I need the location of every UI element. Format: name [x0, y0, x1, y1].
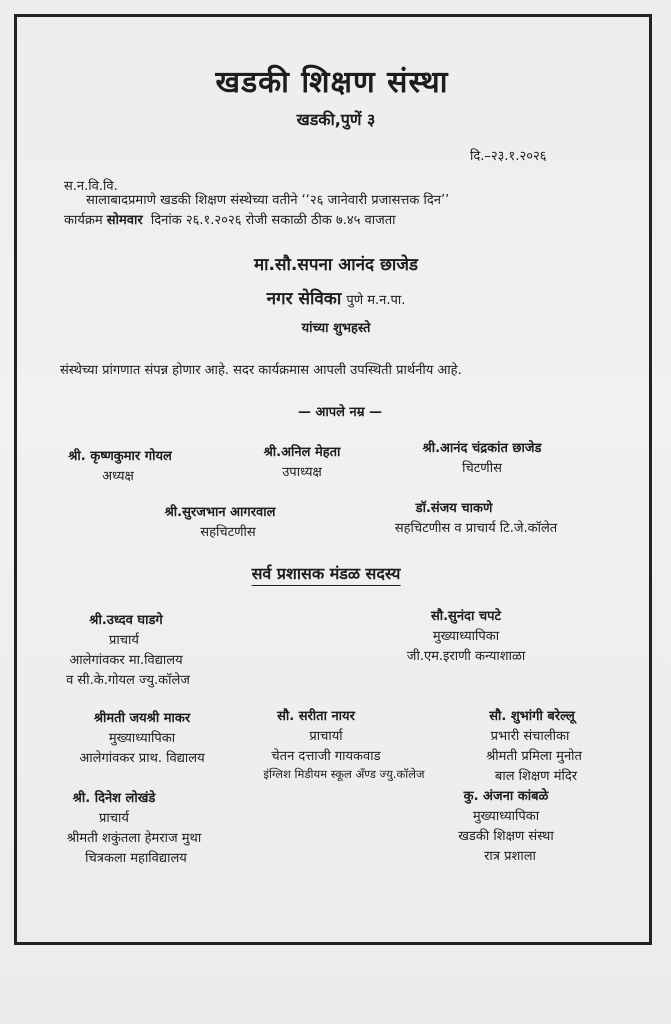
- member-4-line-2: चेतन दत्ताजी गायकवाड: [271, 749, 381, 764]
- bearer-1-name: श्री. कृष्णकुमार गोयल: [68, 449, 172, 464]
- member-4-line-3: इंग्लिश मिडीयम स्कूल अँण्ड ज्यु.कॉलेज: [263, 767, 425, 781]
- greeting: स.न.वि.वि.: [64, 179, 118, 194]
- bearer-4-role: सहचिटणीस: [200, 525, 256, 540]
- board-heading: [252, 562, 401, 584]
- member-6-name: श्री. दिनेश लोखंडे: [72, 791, 156, 806]
- member-3-line-2: आलेगांवकर प्राथ. विद्यालय: [79, 751, 205, 766]
- member-5-name: सौ. शुभांगी बरेल्लू: [489, 709, 575, 724]
- member-3-name: श्रीमती जयश्री माकर: [93, 711, 191, 726]
- invite-line-2-suffix: दिनांक २६.१.२०२६ रोजी सकाळी ठीक ७.४५ वाजता: [150, 213, 396, 228]
- bearer-2-name: श्री.अनिल मेहता: [263, 445, 341, 460]
- member-4-name: सौ. सरीता नायर: [277, 709, 355, 724]
- member-1-line-1: प्राचार्य: [109, 633, 139, 648]
- member-3-line-1: मुख्याध्यापिका: [108, 731, 176, 746]
- bearer-4-name: श्री.सुरजभान आगरवाल: [164, 505, 276, 520]
- venue-line: संस्थेच्या प्रांगणात संपन्न होणार आहे. सदर कार्यक्रमास आपली उपस्थिती प्रार्थनीय आहे.: [60, 363, 462, 378]
- member-1-name: श्री.उध्दव घाडगे: [89, 613, 163, 628]
- member-6-line-1: प्राचार्य: [99, 811, 129, 826]
- bearer-5-role: सहचिटणीस व प्राचार्य टि.जे.कॉलेत: [394, 521, 558, 536]
- institution-title: खडकी शिक्षण संस्था: [215, 65, 449, 100]
- invite-day: सोमवार: [106, 213, 143, 228]
- chief-guest-name: मा.सौ.सपना आनंद छाजेड: [253, 255, 419, 275]
- bearer-5-name: डॉ.संजय चाकणे: [415, 501, 493, 516]
- member-6-line-3: चित्रकला महाविद्यालय: [85, 851, 187, 866]
- member-2-line-1: मुख्याध्यापिका: [432, 629, 500, 644]
- member-7-line-2: खडकी शिक्षण संस्था: [458, 829, 554, 844]
- bearer-3-name: श्री.आनंद चंद्रकांत छाजेड: [422, 441, 542, 456]
- chief-guest-title: [267, 286, 406, 309]
- member-5-line-2: श्रीमती प्रमिला मुनोत: [486, 749, 582, 764]
- signoff: — आपले नम्र —: [297, 405, 383, 420]
- member-1-line-2: आलेगांवकर मा.विद्यालय: [69, 653, 183, 668]
- member-2-name: सौ.सुनंदा चपटे: [430, 609, 502, 624]
- invite-line-1: सालाबादप्रमाणे खडकी शिक्षण संस्थेच्या वतीने ‘‘२६ जानेवारी प्रजासत्तक दिन’’: [86, 193, 450, 208]
- member-7-line-1: मुख्याध्यापिका: [472, 809, 540, 824]
- chief-guest-org: पुणे म.न.पा.: [346, 293, 406, 308]
- bearer-1-role: अध्यक्ष: [102, 469, 134, 484]
- bearer-2-role: उपाध्यक्ष: [282, 465, 322, 480]
- invite-line-2-prefix: कार्यक्रम: [64, 213, 103, 228]
- member-4-line-1: प्राचार्या: [309, 729, 343, 744]
- member-7-name: कु. अंजना कांबळे: [463, 789, 549, 804]
- board-heading-text: सर्व प्रशासक मंडळ सदस्य: [252, 564, 401, 586]
- member-2-line-2: जी.एम.इराणी कन्याशाळा: [406, 649, 526, 664]
- chief-guest-designation: नगर सेविका: [266, 289, 342, 309]
- by-hands-text: यांच्या शुभहस्ते: [301, 321, 371, 336]
- member-6-line-2: श्रीमती शकुंतला हेमराज मुथा: [66, 831, 202, 846]
- member-7-line-3: रात्र प्रशाला: [484, 849, 536, 864]
- member-5-line-3: बाल शिक्षण मंदिर: [494, 769, 578, 784]
- member-5-line-1: प्रभारी संचालीका: [490, 729, 570, 744]
- invite-line-2: [64, 210, 396, 228]
- bearer-3-role: चिटणीस: [462, 461, 502, 476]
- institution-location: खडकी,पुणें ३: [296, 110, 376, 129]
- letter-date: दि.–२३.१.२०२६: [470, 149, 547, 164]
- member-1-line-3: व सी.के.गोयल ज्यु.कॉलेज: [66, 673, 190, 688]
